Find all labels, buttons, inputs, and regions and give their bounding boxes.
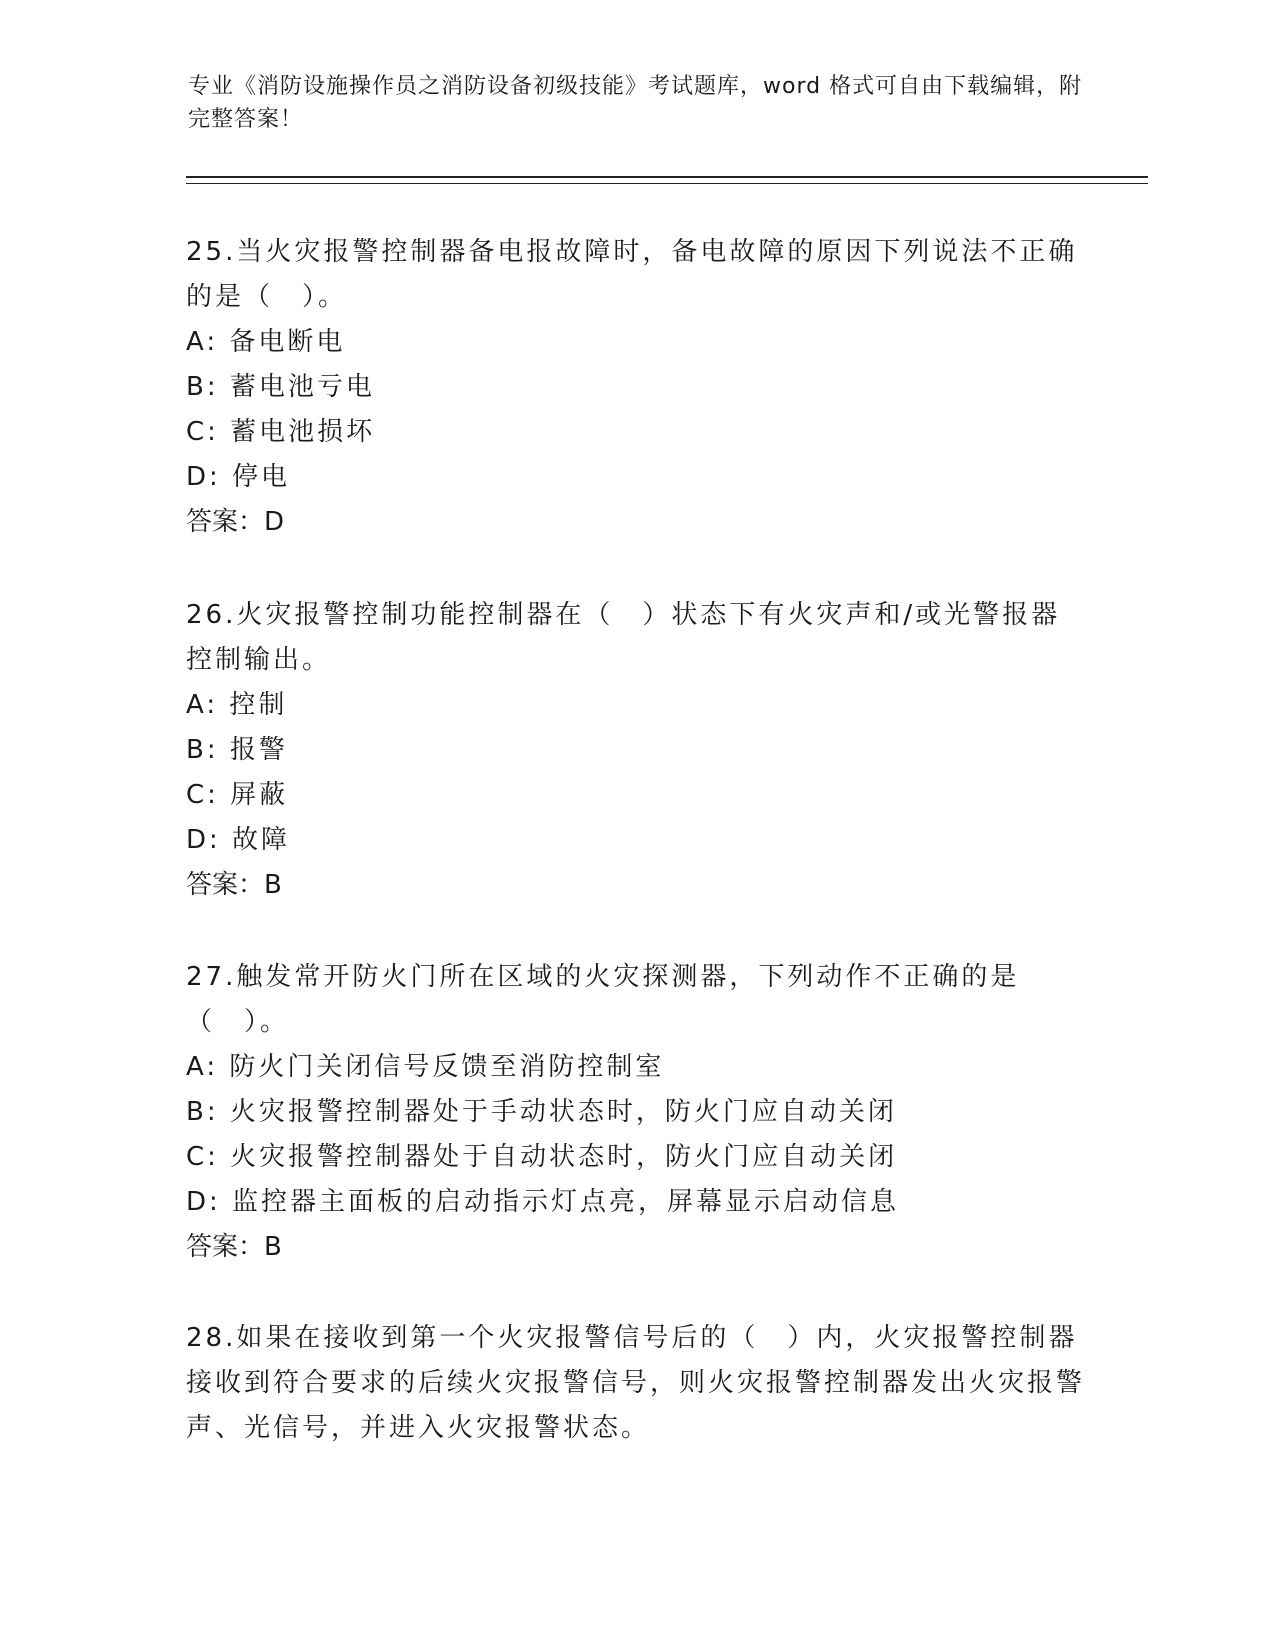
option-b: B: 蓄电池亏电 <box>186 372 375 402</box>
answer: 答案：B <box>186 1232 282 1262</box>
question-25 <box>186 230 1086 545</box>
question-stem: 26.火灾报警控制功能控制器在（ ）状态下有火灾声和/或光警报器控制输出。 <box>186 600 1061 675</box>
question-28 <box>186 1316 1086 1451</box>
header-divider-thin <box>186 183 1148 184</box>
option-a: A: 备电断电 <box>186 327 346 357</box>
question-27 <box>186 955 1086 1270</box>
option-c: C: 屏蔽 <box>186 780 289 810</box>
document-header: 专业《消防设施操作员之消防设备初级技能》考试题库，word 格式可自由下载编辑，附完整答案！ <box>188 74 1083 132</box>
option-a: A: 控制 <box>186 690 288 720</box>
question-stem: 27.触发常开防火门所在区域的火灾探测器，下列动作不正确的是（ ）。 <box>186 962 1020 1037</box>
header-divider-thick <box>186 176 1148 178</box>
question-26 <box>186 593 1086 908</box>
option-a: A: 防火门关闭信号反馈至消防控制室 <box>186 1052 665 1082</box>
answer: 答案：D <box>186 507 285 537</box>
option-b: B: 报警 <box>186 735 288 765</box>
question-stem: 25.当火灾报警控制器备电报故障时，备电故障的原因下列说法不正确的是（ ）。 <box>186 237 1078 312</box>
option-d: D: 停电 <box>186 462 291 492</box>
option-c: C: 蓄电池损坏 <box>186 417 376 447</box>
question-stem: 28.如果在接收到第一个火灾报警信号后的（ ）内，火灾报警控制器接收到符合要求的后续火灾报警信号，则火灾报警控制器发出火灾报警声、光信号，并进入火灾报警状态。 <box>186 1323 1086 1443</box>
option-d: D: 故障 <box>186 825 291 855</box>
answer: 答案：B <box>186 870 282 900</box>
option-b: B: 火灾报警控制器处于手动状态时，防火门应自动关闭 <box>186 1097 897 1127</box>
option-d: D: 监控器主面板的启动指示灯点亮，屏幕显示启动信息 <box>186 1187 900 1217</box>
option-c: C: 火灾报警控制器处于自动状态时，防火门应自动关闭 <box>186 1142 898 1172</box>
